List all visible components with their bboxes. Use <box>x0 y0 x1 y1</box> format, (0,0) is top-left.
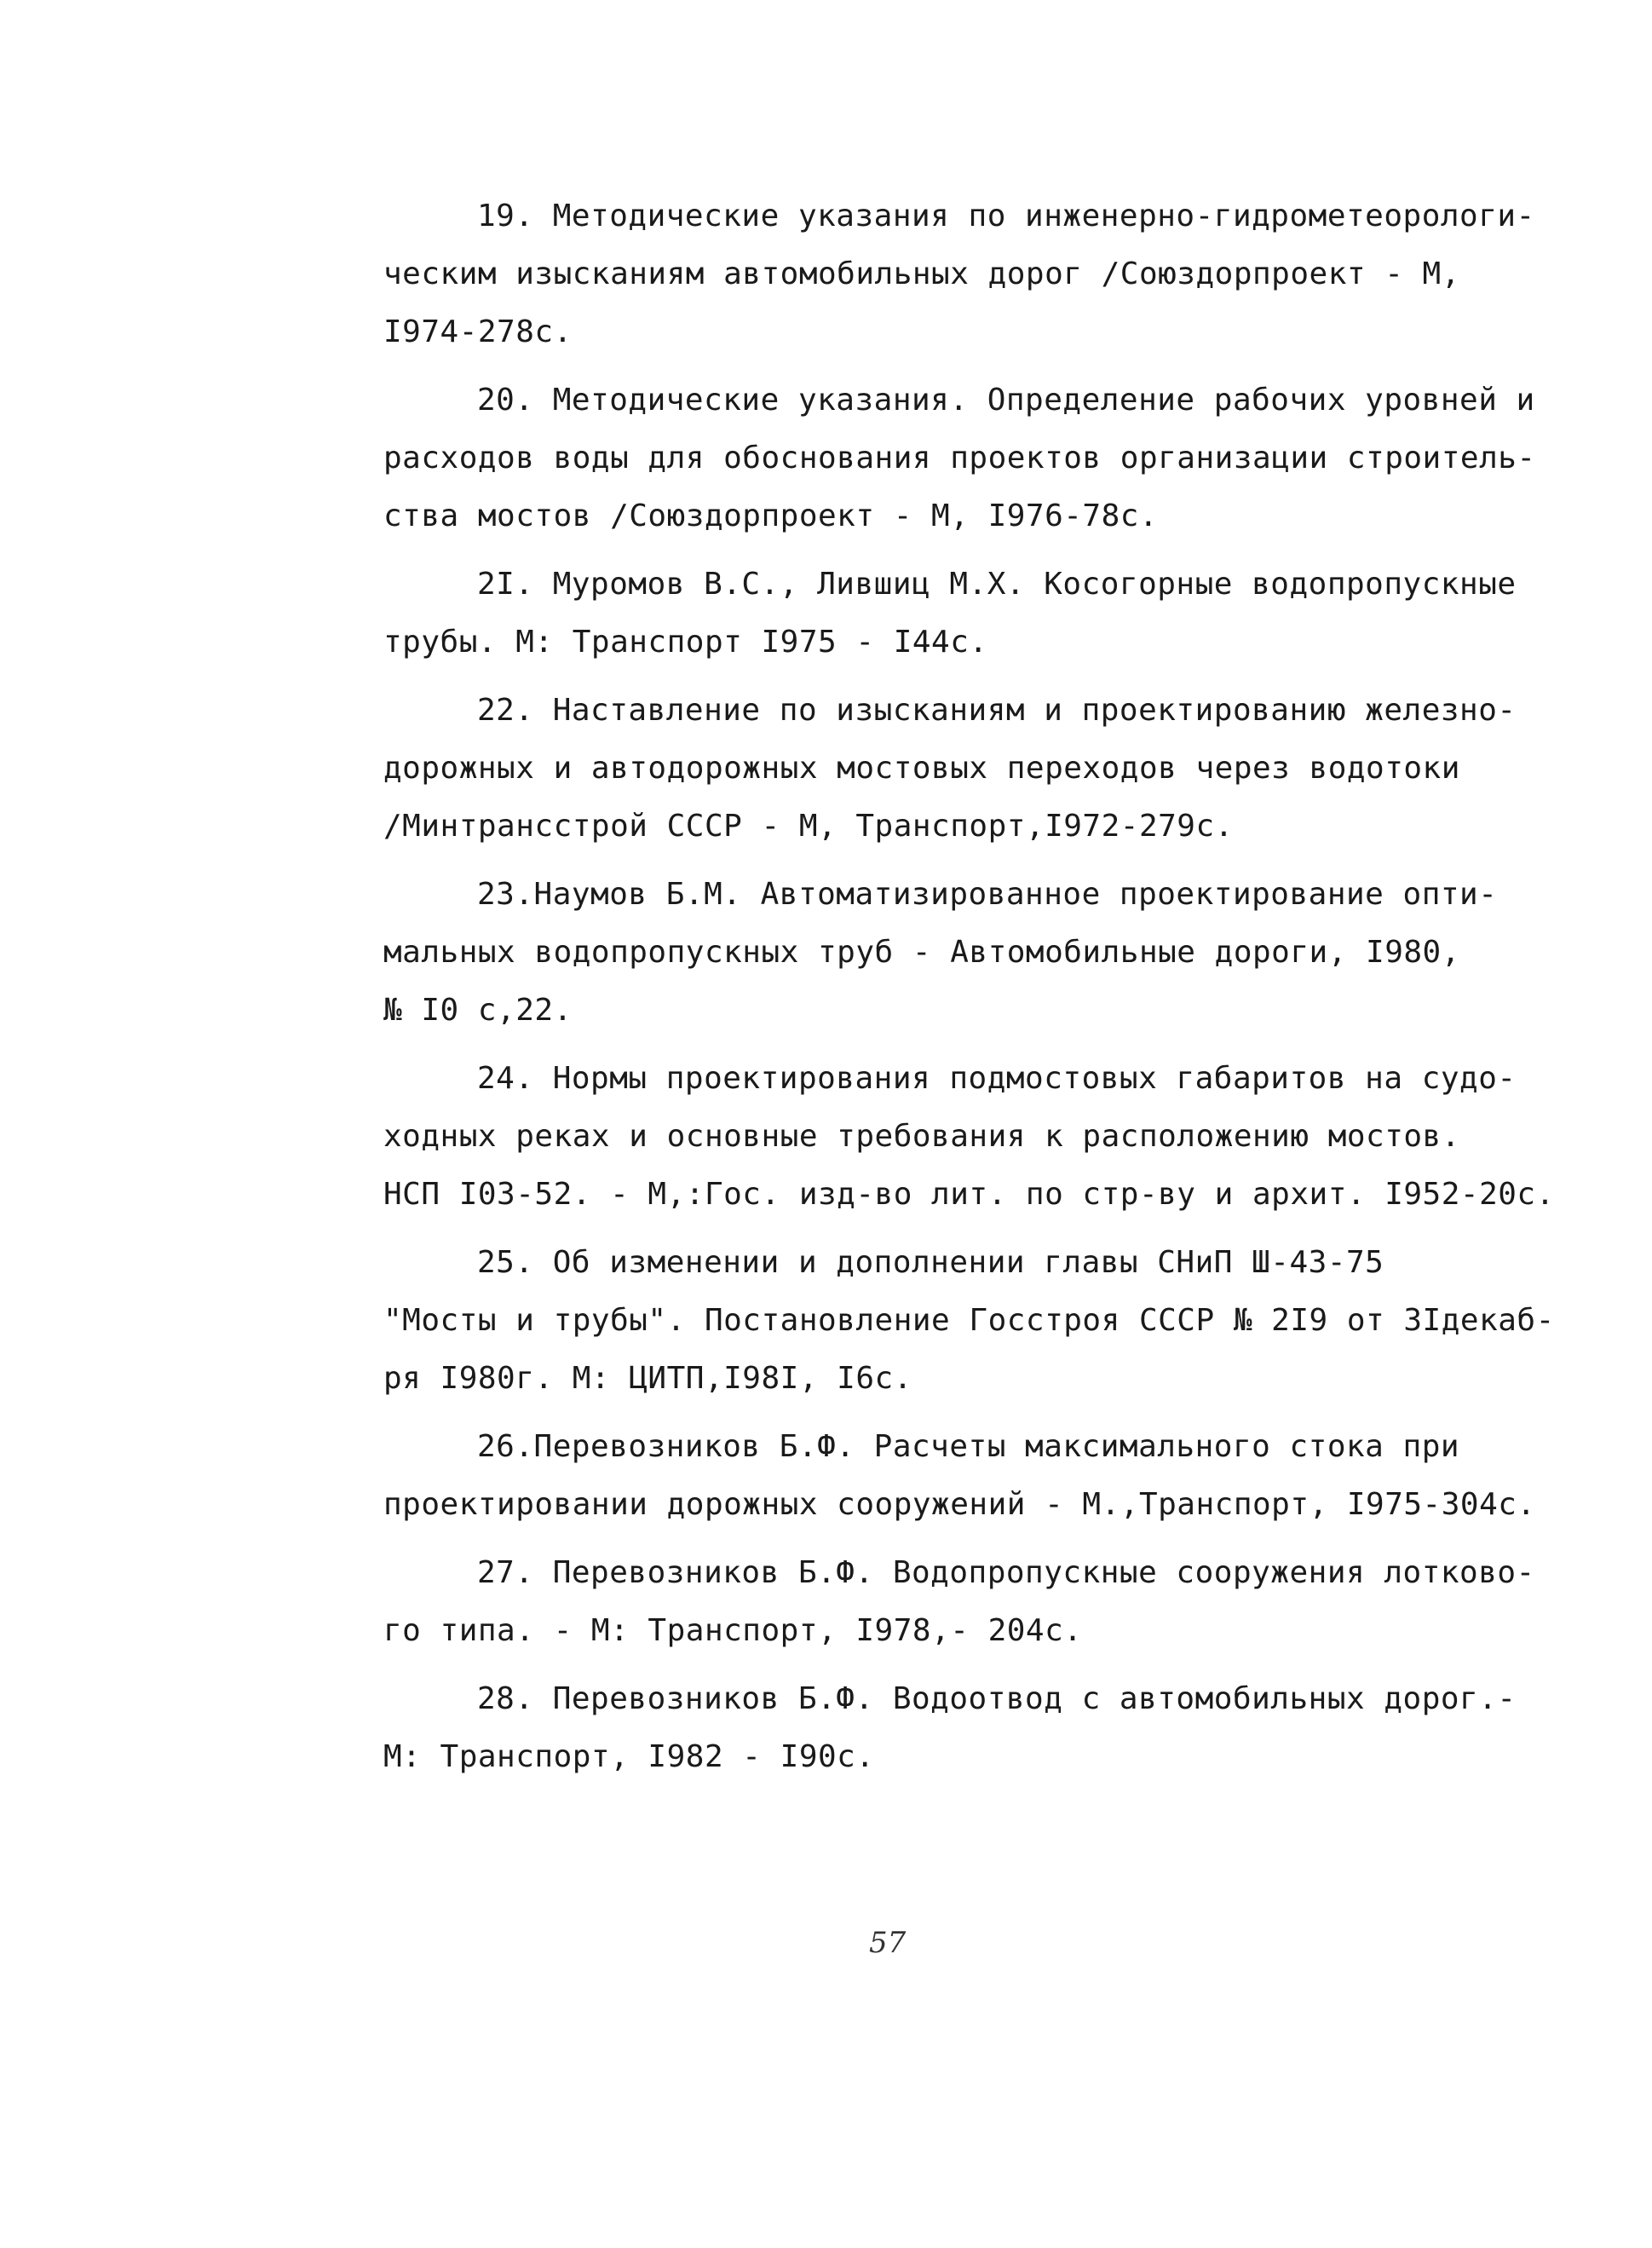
reference-item-28 <box>383 1670 1525 1786</box>
reference-line: № I0 с,22. <box>383 993 573 1028</box>
reference-line: трубы. М: Транспорт I975 - I44с. <box>383 625 988 660</box>
reference-item-24 <box>383 1050 1555 1224</box>
reference-line: М: Транспорт, I982 - I90с. <box>383 1739 875 1774</box>
reference-line: 2I. Муромов В.С., Лившиц М.Х. Косогорные водопропускные <box>477 567 1517 602</box>
reference-line: /Минтрансстрой СССР - М, Транспорт,I972-279с. <box>383 809 1234 844</box>
reference-line: ческим изысканиям автомобильных дорог /Союздорпроект - М, <box>383 257 1460 291</box>
reference-item-20 <box>383 372 1536 545</box>
reference-line: 25. Об изменении и дополнении главы СНиП Ш-43-75 <box>477 1245 1384 1280</box>
reference-line: 22. Наставление по изысканиям и проектированию железно- <box>477 693 1517 728</box>
reference-line: I974-278с. <box>383 314 573 349</box>
reference-line: 23.Наумов Б.М. Автоматизированное проектирование опти- <box>477 877 1498 912</box>
reference-line: 28. Перевозников Б.Ф. Водоотвод с автомобильных дорог.- <box>477 1681 1517 1716</box>
reference-line: го типа. - М: Транспорт, I978,- 204с. <box>383 1613 1083 1648</box>
reference-line: 20. Методические указания. Определение рабочих уровней и <box>477 383 1535 418</box>
reference-item-27 <box>383 1544 1535 1660</box>
reference-line: "Мосты и трубы". Постановление Госстроя СССР № 2I9 от 3Iдекаб- <box>383 1303 1555 1338</box>
reference-line: 24. Нормы проектирования подмостовых габаритов на судо- <box>477 1061 1517 1096</box>
reference-item-22 <box>383 682 1525 856</box>
reference-item-25 <box>383 1234 1555 1408</box>
reference-item-26 <box>383 1418 1536 1534</box>
reference-line: расходов воды для обоснования проектов организации строитель- <box>383 441 1536 476</box>
reference-line: мальных водопропускных труб - Автомобильные дороги, I980, <box>383 935 1460 970</box>
reference-item-21 <box>383 556 1525 672</box>
reference-line: ства мостов /Союздорпроект - М, I976-78с. <box>383 499 1159 533</box>
page-number: 57 <box>869 1926 907 1960</box>
reference-line: проектировании дорожных сооружений - М.,Транспорт, I975-304с. <box>383 1487 1536 1522</box>
reference-item-23 <box>383 866 1525 1040</box>
reference-line: 19. Методические указания по инженерно-гидрометеорологи- <box>477 199 1535 233</box>
reference-line: ря I980г. М: ЦИТП,I98I, I6с. <box>383 1361 912 1396</box>
reference-line: дорожных и автодорожных мостовых переходов через водотоки <box>383 751 1460 786</box>
reference-list <box>383 187 1555 1796</box>
reference-line: 26.Перевозников Б.Ф. Расчеты максимального стока при <box>477 1429 1460 1464</box>
reference-item-19 <box>383 187 1535 361</box>
reference-line: 27. Перевозников Б.Ф. Водопропускные сооружения лотково- <box>477 1555 1535 1590</box>
reference-line: НСП I03-52. - М,:Гос. изд-во лит. по стр-ву и архит. I952-20с. <box>383 1177 1555 1212</box>
reference-line: ходных реках и основные требования к расположению мостов. <box>383 1119 1460 1154</box>
